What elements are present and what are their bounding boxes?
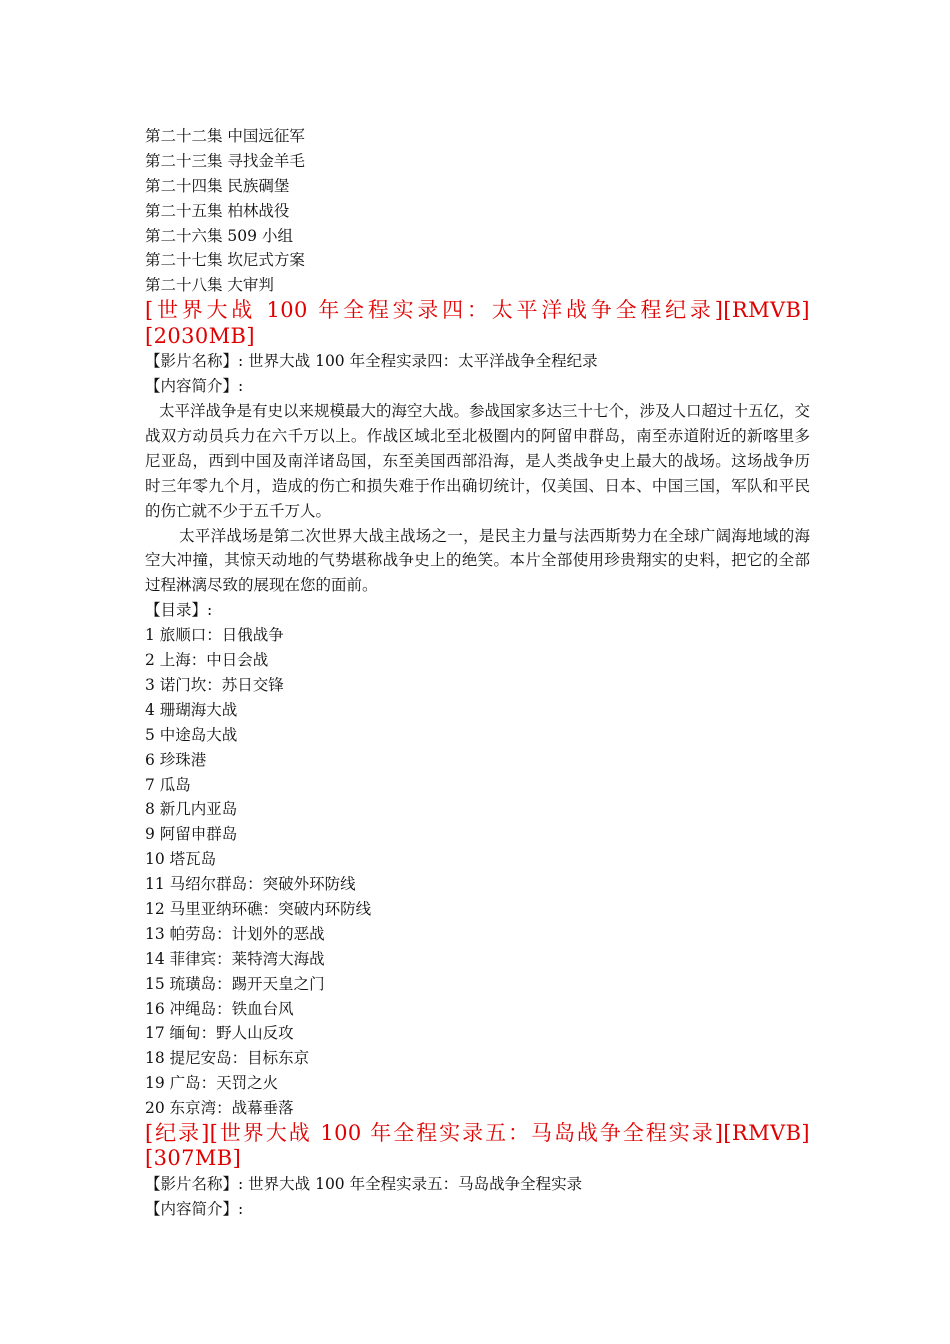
toc-item: 9 阿留申群岛 <box>145 825 238 844</box>
episode-list <box>145 124 810 298</box>
list-item: 第二十八集 大审判 <box>145 276 274 295</box>
toc-item: 20 东京湾：战幕垂落 <box>145 1099 294 1118</box>
toc-item: 8 新几内亚岛 <box>145 800 238 819</box>
toc-item: 4 珊瑚海大战 <box>145 700 238 719</box>
toc-item: 13 帕劳岛：计划外的恶战 <box>145 924 325 943</box>
section-4-heading <box>145 298 810 349</box>
toc-item: 5 中途岛大战 <box>145 725 238 744</box>
toc-item: 19 广岛：天罚之火 <box>145 1074 279 1093</box>
section-4-toc <box>145 623 810 1121</box>
section-4-intro-label: 【内容简介】: <box>145 377 244 396</box>
list-item: 第二十七集 坎尼式方案 <box>145 251 305 270</box>
section-5-title-line1: [纪录][世界大战 100 年全程实录五：马岛战争全程实录][RMVB] <box>145 1120 810 1145</box>
list-item: 第二十四集 民族碉堡 <box>145 176 290 195</box>
toc-item: 12 马里亚纳环礁：突破内环防线 <box>145 899 372 918</box>
list-item: 第二十三集 寻找金羊毛 <box>145 151 305 170</box>
document-body <box>145 124 810 1222</box>
toc-item: 15 琉璜岛：踢开天皇之门 <box>145 974 325 993</box>
section-4-paragraph-2: 太平洋战场是第二次世界大战主战场之一，是民主力量与法西斯势力在全球广阔海地域的海空大冲撞，其惊天动地的气势堪称战争史上的绝笑。本片全部使用珍贵翔实的史料，把它的全部过程淋漓尽致的展现在您的面前。 <box>145 526 810 595</box>
toc-item: 2 上海：中日会战 <box>145 651 269 670</box>
list-item: 第二十五集 柏林战役 <box>145 201 290 220</box>
section-5-film-name: 【影片名称】: 世界大战 100 年全程实录五：马岛战争全程实录 <box>145 1174 583 1193</box>
section-4-paragraph-1: 太平洋战争是有史以来规模最大的海空大战。参战国家多达三十七个，涉及人口超过十五亿，交战双方动员兵力在六千万以上。作战区域北至北极圈内的阿留申群岛，南至赤道附近的新喀里多尼亚岛，西到中国及南洋诸岛国，东至美国西部沿海，是人类战争史上最大的战场。这场战争历时三年零九个月，造成的伤亡和损失难于作出确切统计，仅美国、日本、中国三国，军队和平民的伤亡就不少于五千万人。 <box>145 402 810 520</box>
section-5-intro-label: 【内容简介】: <box>145 1199 244 1218</box>
toc-item: 17 缅甸：野人山反攻 <box>145 1024 294 1043</box>
list-item: 第二十二集 中国远征军 <box>145 127 305 145</box>
toc-item: 6 珍珠港 <box>145 750 207 769</box>
section-5-title-line2: [307MB] <box>145 1146 242 1171</box>
section-4-film-name: 【影片名称】: 世界大战 100 年全程实录四：太平洋战争全程纪录 <box>145 352 598 371</box>
section-4-title-line2: [2030MB] <box>145 323 255 348</box>
toc-item: 16 冲绳岛：铁血台风 <box>145 999 294 1018</box>
toc-item: 1 旅顺口：日俄战争 <box>145 626 284 645</box>
section-5-heading <box>145 1121 810 1172</box>
list-item: 第二十六集 509 小组 <box>145 226 293 245</box>
section-4-toc-label: 【目录】: <box>145 601 213 620</box>
toc-item: 10 塔瓦岛 <box>145 850 217 869</box>
toc-item: 11 马绍尔群岛：突破外环防线 <box>145 875 356 894</box>
section-4-title-line1: [世界大战 100 年全程实录四：太平洋战争全程纪录][RMVB] <box>145 298 810 323</box>
toc-item: 18 提尼安岛：目标东京 <box>145 1049 310 1068</box>
toc-item: 3 诺门坎：苏日交锋 <box>145 675 284 694</box>
toc-item: 7 瓜岛 <box>145 775 191 794</box>
toc-item: 14 菲律宾：莱特湾大海战 <box>145 949 325 968</box>
